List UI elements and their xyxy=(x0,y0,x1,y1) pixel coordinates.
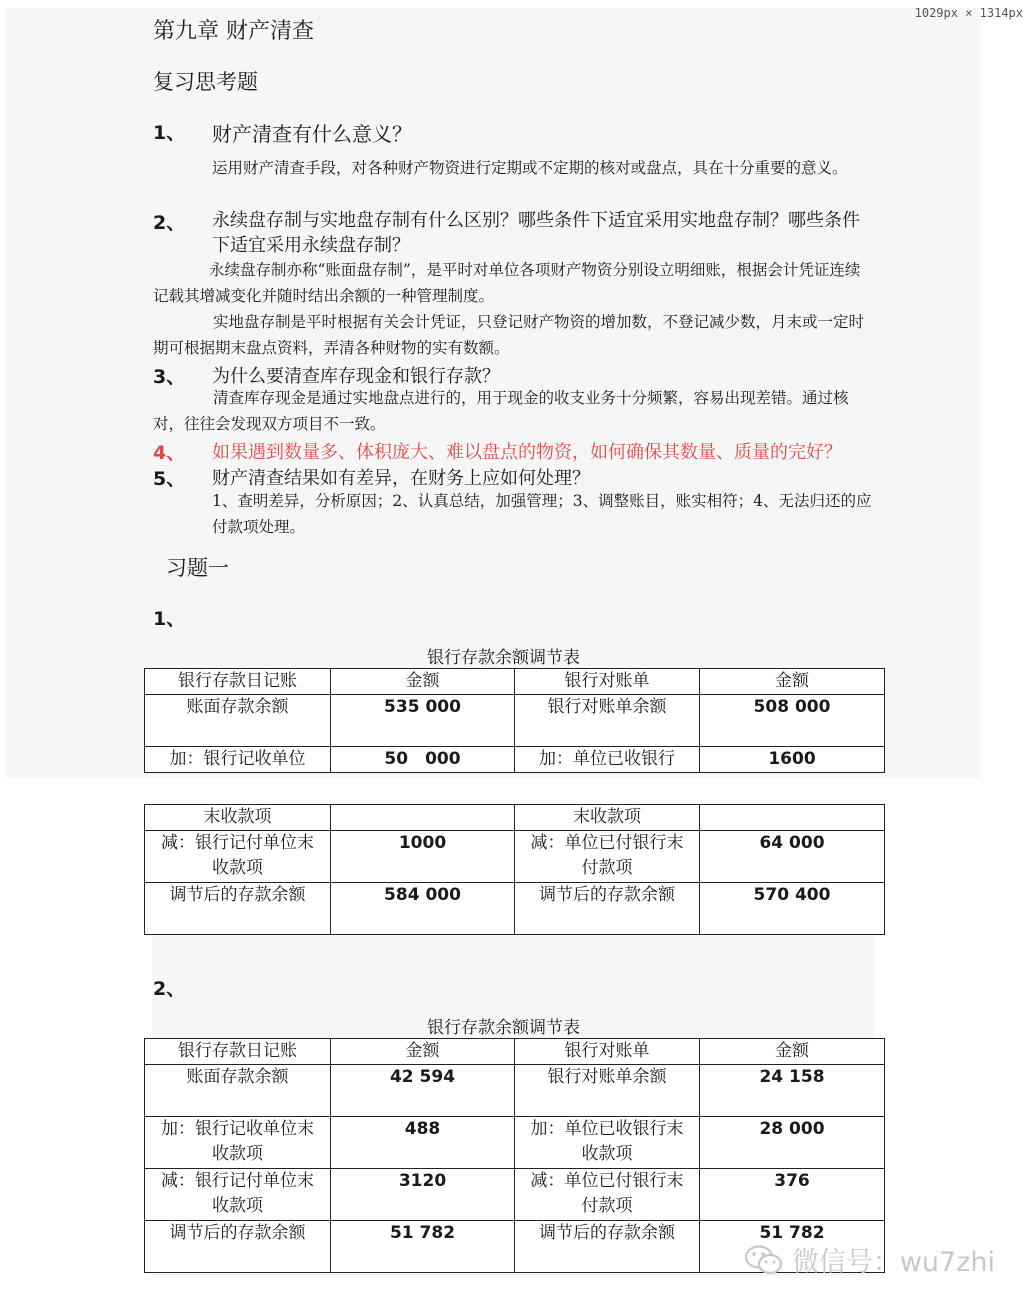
amount-cell: 64 000 xyxy=(700,831,885,883)
amount-cell: 3120 xyxy=(331,1169,515,1221)
amount-cell xyxy=(700,805,885,831)
table-cell: 调节后的存款余额 xyxy=(145,1221,331,1273)
table-cell: 调节后的存款余额 xyxy=(145,883,331,935)
table-row xyxy=(145,1169,885,1221)
wechat-icon xyxy=(744,1243,784,1277)
table-cell: 末收款项 xyxy=(145,805,331,831)
question-number: 2、 xyxy=(153,212,186,234)
question-text: 为什么要清查库存现金和银行存款？ xyxy=(212,366,500,387)
question-number: 1、 xyxy=(153,122,186,144)
amount-cell: 1000 xyxy=(331,831,515,883)
table-cell: 加：单位已收银行末收款项 xyxy=(515,1117,700,1169)
amount-cell: 51 782 xyxy=(700,1221,885,1273)
amount-cell: 24 158 xyxy=(700,1065,885,1117)
question-number: 5、 xyxy=(153,468,186,490)
table-cell: 减：银行记付单位末收款项 xyxy=(145,1169,331,1221)
table-cell: 加：单位已收银行 xyxy=(515,747,700,773)
amount-cell: 488 xyxy=(331,1117,515,1169)
table-row xyxy=(145,695,885,747)
table-cell: 银行对账单余额 xyxy=(515,695,700,747)
watermark-text: 微信号：wu7zhi xyxy=(791,1247,995,1278)
table-cell: 末收款项 xyxy=(515,805,700,831)
table-row xyxy=(145,883,885,935)
amount-cell: 50 000 xyxy=(331,747,515,773)
amount-cell: 535 000 xyxy=(331,695,515,747)
header-cell: 银行存款日记账 xyxy=(145,1039,331,1065)
table-row xyxy=(145,1117,885,1169)
chapter-title: 第九章 财产清查 xyxy=(153,19,314,44)
table-cell: 调节后的存款余额 xyxy=(515,883,700,935)
question-number: 4、 xyxy=(153,442,186,464)
header-cell: 金额 xyxy=(331,669,515,695)
question-text: 永续盘存制与实地盘存制有什么区别？哪些条件下适宜采用实地盘存制？哪些条件下适宜采用永续盘存制？ xyxy=(212,210,860,256)
exercise-number: 2、 xyxy=(153,978,186,1000)
amount-cell: 42 594 xyxy=(331,1065,515,1117)
amount-cell: 51 782 xyxy=(331,1221,515,1273)
amount-cell: 570 400 xyxy=(700,883,885,935)
question-number: 3、 xyxy=(153,366,186,388)
answer-text: 实地盘存制是平时根据有关会计凭证，只登记财产物资的增加数，不登记减少数，月末或一定时期可根据期末盘点资料，弄清各种财物的实有数额。 xyxy=(153,313,865,357)
table-header-row xyxy=(145,669,885,695)
table-cell: 减：单位已付银行末付款项 xyxy=(515,831,700,883)
table-cell: 减：单位已付银行末付款项 xyxy=(515,1169,700,1221)
exercise-title: 习题一 xyxy=(166,556,229,580)
image-size-label: 1029px × 1314px xyxy=(914,6,1023,20)
amount-cell: 584 000 xyxy=(331,883,515,935)
table-cell: 加：银行记收单位末收款项 xyxy=(145,1117,331,1169)
exercise-number: 1、 xyxy=(153,608,186,630)
answer-text: 1、查明差异，分析原因；2、认真总结，加强管理；3、调整账目，账实相符；4、无法归还的应付款项处理。 xyxy=(212,492,872,536)
table-cell: 账面存款余额 xyxy=(145,1065,331,1117)
table-row xyxy=(145,1065,885,1117)
table-title: 银行存款余额调节表 xyxy=(427,648,580,668)
amount-cell: 376 xyxy=(700,1169,885,1221)
question-text: 如果遇到数量多、体积庞大、难以盘点的物资，如何确保其数量、质量的完好？ xyxy=(212,442,842,463)
table-row xyxy=(145,831,885,883)
header-cell: 银行对账单 xyxy=(515,669,700,695)
review-title: 复习思考题 xyxy=(153,70,258,94)
answer-text: 永续盘存制亦称“账面盘存制”，是平时对单位各项财产物资分别设立明细账，根据会计凭证连续记载其增减变化并随时结出余额的一种管理制度。 xyxy=(153,261,861,305)
reconciliation-table-1a xyxy=(144,668,885,773)
answer-text: 运用财产清查手段，对各种财产物资进行定期或不定期的核对或盘点，具在十分重要的意义。 xyxy=(212,159,848,177)
amount-cell xyxy=(331,805,515,831)
header-cell: 金额 xyxy=(331,1039,515,1065)
answer-text: 清查库存现金是通过实地盘点进行的，用于现金的收支业务十分频繁，容易出现差错。通过核对，往往会发现双方项目不一致。 xyxy=(153,389,849,433)
header-cell: 银行存款日记账 xyxy=(145,669,331,695)
table-row xyxy=(145,805,885,831)
wechat-watermark xyxy=(744,1240,995,1279)
question-text: 财产清查有什么意义？ xyxy=(212,122,412,146)
table-cell: 减：银行记付单位末收款项 xyxy=(145,831,331,883)
table-cell: 银行对账单余额 xyxy=(515,1065,700,1117)
amount-cell: 28 000 xyxy=(700,1117,885,1169)
header-cell: 金额 xyxy=(700,669,885,695)
reconciliation-table-1b xyxy=(144,804,885,935)
table-header-row xyxy=(145,1039,885,1065)
table-title: 银行存款余额调节表 xyxy=(427,1018,580,1038)
header-cell: 金额 xyxy=(700,1039,885,1065)
table-cell: 调节后的存款余额 xyxy=(515,1221,700,1273)
header-cell: 银行对账单 xyxy=(515,1039,700,1065)
question-text: 财产清查结果如有差异，在财务上应如何处理？ xyxy=(212,468,590,489)
reconciliation-table-2 xyxy=(144,1038,885,1273)
amount-cell: 508 000 xyxy=(700,695,885,747)
table-cell: 加：银行记收单位 xyxy=(145,747,331,773)
table-cell: 账面存款余额 xyxy=(145,695,331,747)
table-row xyxy=(145,747,885,773)
amount-cell: 1600 xyxy=(700,747,885,773)
